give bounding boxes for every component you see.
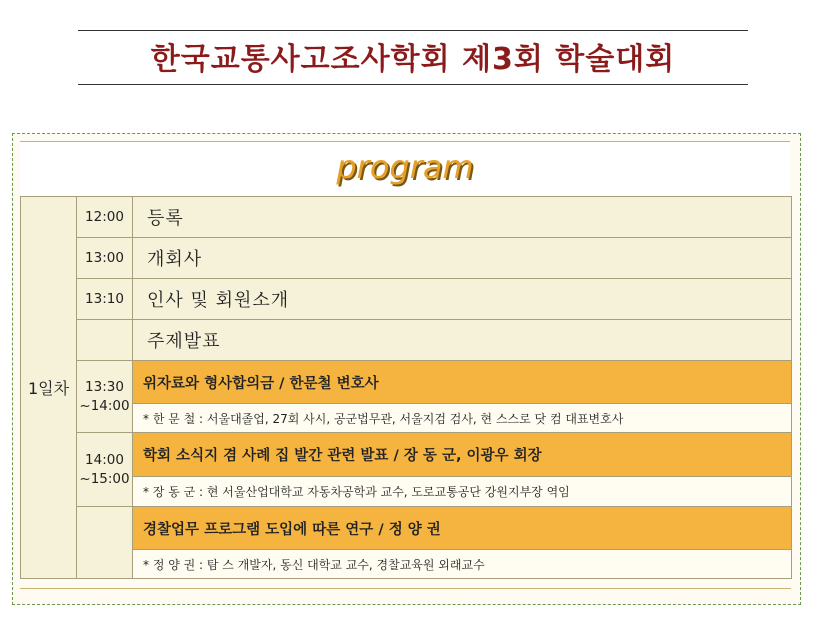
talk-title: 학회 소식지 겸 사례 집 발간 관련 발표 / 장 동 군, 이광우 회장 xyxy=(133,433,792,477)
bio-row xyxy=(21,550,792,579)
talk-row xyxy=(21,507,792,550)
time-cell: 13:00 xyxy=(77,238,133,279)
talk-time-cell xyxy=(77,507,133,579)
speaker-bio: * 정 양 권 : 탐 스 개발자, 동신 대학교 교수, 경찰교육원 외래교수 xyxy=(133,550,792,579)
schedule-row xyxy=(21,320,792,361)
schedule-row xyxy=(21,279,792,320)
schedule-row xyxy=(21,197,792,238)
talk-time-cell xyxy=(77,361,133,433)
bio-row xyxy=(21,477,792,507)
title-bottom-rule xyxy=(78,84,748,85)
talk-title: 경찰업무 프로그램 도입에 따른 연구 / 정 양 권 xyxy=(133,507,792,550)
page-title: 한국교통사고조사학회 제3회 학술대회 xyxy=(150,42,676,77)
talk-time-start: 14:00 xyxy=(85,451,124,468)
agenda-item: 개회사 xyxy=(133,238,792,279)
program-bottom-rule xyxy=(20,588,791,589)
talk-time-start: 13:30 xyxy=(85,378,124,395)
speaker-bio: * 장 동 군 : 현 서울산업대학교 자동차공학과 교수, 도로교통공단 강원지부장 역임 xyxy=(133,477,792,507)
speaker-bio: * 한 문 철 : 서울대졸업, 27회 사시, 공군법무관, 서울지검 검사, 현 스스로 닷 컴 대표변호사 xyxy=(133,404,792,433)
program-banner xyxy=(20,142,790,196)
schedule-row xyxy=(21,238,792,279)
agenda-item: 등록 xyxy=(133,197,792,238)
talk-row xyxy=(21,361,792,404)
talk-time-cell xyxy=(77,433,133,507)
talk-row xyxy=(21,433,792,477)
time-cell: 12:00 xyxy=(77,197,133,238)
talk-time-end: ~14:00 xyxy=(79,397,130,414)
day-label: 1일차 xyxy=(21,197,77,579)
talk-title: 위자료와 형사합의금 / 한문철 변호사 xyxy=(133,361,792,404)
program-label: program xyxy=(336,148,474,186)
agenda-item: 주제발표 xyxy=(133,320,792,361)
title-top-rule xyxy=(78,30,748,31)
talk-time-end: ~15:00 xyxy=(79,470,130,487)
time-cell xyxy=(77,320,133,361)
bio-row xyxy=(21,404,792,433)
schedule-table xyxy=(20,196,792,579)
time-cell: 13:10 xyxy=(77,279,133,320)
agenda-item: 인사 및 회원소개 xyxy=(133,279,792,320)
